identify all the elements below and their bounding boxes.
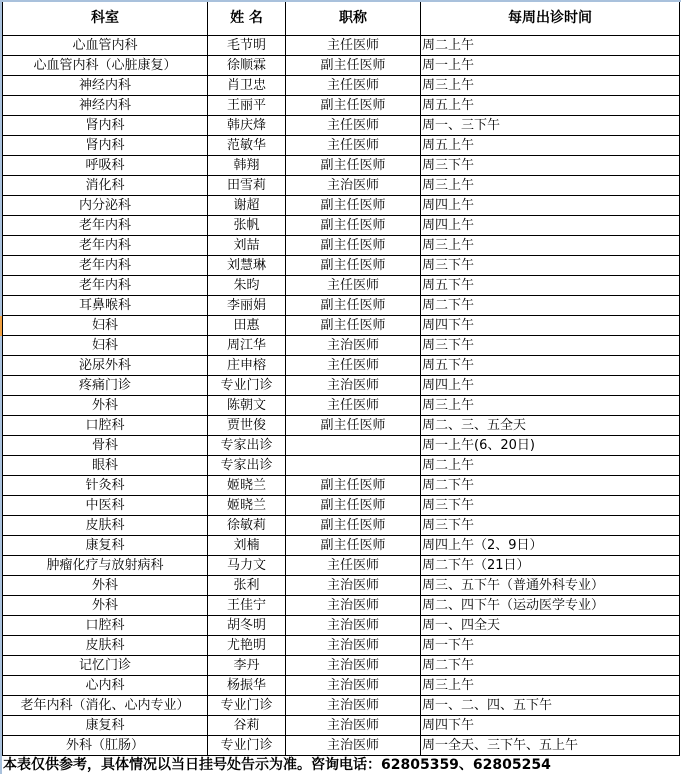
title-cell: 副主任医师: [286, 236, 421, 256]
table-row: [3, 156, 680, 176]
department-cell: 眼科: [3, 456, 208, 476]
doctor-name-cell: 朱昀: [208, 276, 286, 296]
title-cell: 主任医师: [286, 116, 421, 136]
schedule-cell: 周二下午: [421, 476, 680, 496]
department-cell: 康复科: [3, 536, 208, 556]
table-row: [3, 396, 680, 416]
department-cell: 记忆门诊: [3, 656, 208, 676]
title-cell: 主任医师: [286, 396, 421, 416]
table-row: [3, 116, 680, 136]
department-cell: 神经内科: [3, 76, 208, 96]
department-cell: 骨科: [3, 436, 208, 456]
table-row: [3, 236, 680, 256]
table-row: [3, 616, 680, 636]
doctor-name-cell: 谢超: [208, 196, 286, 216]
schedule-cell: 周三上午: [421, 396, 680, 416]
doctor-name-cell: 李丹: [208, 656, 286, 676]
title-cell: 主治医师: [286, 616, 421, 636]
table-row: [3, 676, 680, 696]
header-name: 姓 名: [208, 2, 286, 36]
department-cell: 呼吸科: [3, 156, 208, 176]
department-cell: 心血管内科（心脏康复）: [3, 56, 208, 76]
clinic-schedule-table: [2, 2, 680, 756]
doctor-name-cell: 刘慧琳: [208, 256, 286, 276]
schedule-cell: 周一、四全天: [421, 616, 680, 636]
department-cell: 老年内科（消化、心内专业）: [3, 696, 208, 716]
schedule-cell: 周一、三下午: [421, 116, 680, 136]
department-cell: 妇科: [3, 316, 208, 336]
title-cell: 主治医师: [286, 576, 421, 596]
schedule-cell: 周三下午: [421, 496, 680, 516]
schedule-cell: 周四上午: [421, 196, 680, 216]
schedule-cell: 周三下午: [421, 516, 680, 536]
doctor-name-cell: 王丽平: [208, 96, 286, 116]
doctor-name-cell: 庄申榕: [208, 356, 286, 376]
title-cell: 主任医师: [286, 556, 421, 576]
table-row: [3, 596, 680, 616]
title-cell: 主治医师: [286, 696, 421, 716]
department-cell: 老年内科: [3, 216, 208, 236]
schedule-cell: 周三下午: [421, 156, 680, 176]
table-row: [3, 196, 680, 216]
title-cell: 副主任医师: [286, 156, 421, 176]
table-row: [3, 376, 680, 396]
table-row: [3, 556, 680, 576]
title-cell: [286, 436, 421, 456]
department-cell: 消化科: [3, 176, 208, 196]
doctor-name-cell: 专业门诊: [208, 696, 286, 716]
title-cell: 主任医师: [286, 276, 421, 296]
schedule-cell: 周二下午（21日）: [421, 556, 680, 576]
department-cell: 皮肤科: [3, 516, 208, 536]
table-row: [3, 356, 680, 376]
table-row: [3, 636, 680, 656]
table-row: [3, 176, 680, 196]
doctor-name-cell: 谷莉: [208, 716, 286, 736]
doctor-name-cell: 姬晓兰: [208, 496, 286, 516]
title-cell: 主治医师: [286, 656, 421, 676]
table-row: [3, 696, 680, 716]
title-cell: 主治医师: [286, 736, 421, 756]
title-cell: 主任医师: [286, 356, 421, 376]
department-cell: 耳鼻喉科: [3, 296, 208, 316]
schedule-cell: 周二下午: [421, 296, 680, 316]
schedule-cell: 周二、四下午（运动医学专业）: [421, 596, 680, 616]
title-cell: 副主任医师: [286, 296, 421, 316]
title-cell: 副主任医师: [286, 56, 421, 76]
table-row: [3, 316, 680, 336]
doctor-name-cell: 韩翔: [208, 156, 286, 176]
department-cell: 皮肤科: [3, 636, 208, 656]
table-row: [3, 56, 680, 76]
table-row: [3, 136, 680, 156]
title-cell: 主治医师: [286, 176, 421, 196]
doctor-name-cell: 李丽娟: [208, 296, 286, 316]
doctor-name-cell: 刘喆: [208, 236, 286, 256]
schedule-cell: 周三、五下午（普通外科专业）: [421, 576, 680, 596]
title-cell: 副主任医师: [286, 216, 421, 236]
doctor-name-cell: 贾世俊: [208, 416, 286, 436]
schedule-cell: 周二上午: [421, 36, 680, 56]
schedule-cell: 周四下午: [421, 716, 680, 736]
table-row: [3, 336, 680, 356]
schedule-cell: 周三上午: [421, 76, 680, 96]
schedule-cell: 周四上午（2、9日）: [421, 536, 680, 556]
title-cell: 主任医师: [286, 76, 421, 96]
schedule-cell: 周五下午: [421, 356, 680, 376]
department-cell: 老年内科: [3, 276, 208, 296]
table-row: [3, 516, 680, 536]
department-cell: 肾内科: [3, 116, 208, 136]
doctor-name-cell: 王佳宁: [208, 596, 286, 616]
doctor-name-cell: 专业门诊: [208, 736, 286, 756]
doctor-name-cell: 毛节明: [208, 36, 286, 56]
doctor-name-cell: 陈朝文: [208, 396, 286, 416]
department-cell: 针灸科: [3, 476, 208, 496]
table-row: [3, 216, 680, 236]
table-row: [3, 536, 680, 556]
doctor-name-cell: 张帆: [208, 216, 286, 236]
doctor-name-cell: 田惠: [208, 316, 286, 336]
header-department: 科室: [3, 2, 208, 36]
schedule-cell: 周五上午: [421, 136, 680, 156]
title-cell: 主治医师: [286, 716, 421, 736]
table-row: [3, 656, 680, 676]
title-cell: 副主任医师: [286, 316, 421, 336]
department-cell: 外科: [3, 576, 208, 596]
department-cell: 老年内科: [3, 256, 208, 276]
footer-note: 本表仅供参考，具体情况以当日挂号处告示为准。咨询电话：62805359、62805254: [3, 757, 551, 773]
title-cell: 主治医师: [286, 676, 421, 696]
table-row: [3, 496, 680, 516]
doctor-name-cell: 姬晓兰: [208, 476, 286, 496]
doctor-name-cell: 专家出诊: [208, 456, 286, 476]
table-row: [3, 96, 680, 116]
department-cell: 心血管内科: [3, 36, 208, 56]
title-cell: 副主任医师: [286, 496, 421, 516]
department-cell: 妇科: [3, 336, 208, 356]
schedule-cell: 周二、三、五全天: [421, 416, 680, 436]
doctor-name-cell: 杨振华: [208, 676, 286, 696]
schedule-cell: 周一全天、三下午、五上午: [421, 736, 680, 756]
schedule-cell: 周五下午: [421, 276, 680, 296]
title-cell: 副主任医师: [286, 96, 421, 116]
table-row: [3, 716, 680, 736]
schedule-cell: 周四下午: [421, 316, 680, 336]
schedule-cell: 周一、二、四、五下午: [421, 696, 680, 716]
schedule-cell: 周三上午: [421, 236, 680, 256]
title-cell: 副主任医师: [286, 256, 421, 276]
doctor-name-cell: 徐顺霖: [208, 56, 286, 76]
doctor-name-cell: 专业门诊: [208, 376, 286, 396]
title-cell: 副主任医师: [286, 516, 421, 536]
department-cell: 外科（肛肠）: [3, 736, 208, 756]
schedule-cell: 周一上午: [421, 56, 680, 76]
schedule-cell: 周二下午: [421, 656, 680, 676]
doctor-name-cell: 刘楠: [208, 536, 286, 556]
department-cell: 口腔科: [3, 416, 208, 436]
title-cell: 主治医师: [286, 596, 421, 616]
title-cell: 副主任医师: [286, 196, 421, 216]
title-cell: 副主任医师: [286, 536, 421, 556]
table-row: [3, 436, 680, 456]
doctor-name-cell: 马力文: [208, 556, 286, 576]
doctor-name-cell: 田雪莉: [208, 176, 286, 196]
schedule-cell: 周四上午: [421, 376, 680, 396]
title-cell: 副主任医师: [286, 476, 421, 496]
title-cell: 主任医师: [286, 36, 421, 56]
department-cell: 神经内科: [3, 96, 208, 116]
title-cell: 主治医师: [286, 336, 421, 356]
table-row: [3, 296, 680, 316]
title-cell: 主任医师: [286, 136, 421, 156]
department-cell: 外科: [3, 596, 208, 616]
table-row: [3, 416, 680, 436]
doctor-name-cell: 韩庆烽: [208, 116, 286, 136]
doctor-name-cell: 张利: [208, 576, 286, 596]
department-cell: 泌尿外科: [3, 356, 208, 376]
department-cell: 疼痛门诊: [3, 376, 208, 396]
table-row: [3, 736, 680, 756]
header-schedule: 每周出诊时间: [421, 2, 680, 36]
schedule-cell: 周四上午: [421, 216, 680, 236]
doctor-name-cell: 肖卫忠: [208, 76, 286, 96]
doctor-name-cell: 胡冬明: [208, 616, 286, 636]
schedule-cell: 周三下午: [421, 336, 680, 356]
department-cell: 康复科: [3, 716, 208, 736]
schedule-cell: 周一上午(6、20日): [421, 436, 680, 456]
table-row: [3, 476, 680, 496]
table-row: [3, 36, 680, 56]
header-title: 职称: [286, 2, 421, 36]
department-cell: 内分泌科: [3, 196, 208, 216]
doctor-name-cell: 徐敏莉: [208, 516, 286, 536]
department-cell: 肾内科: [3, 136, 208, 156]
table-row: [3, 76, 680, 96]
table-row: [3, 276, 680, 296]
title-cell: [286, 456, 421, 476]
doctor-name-cell: 专家出诊: [208, 436, 286, 456]
department-cell: 肿瘤化疗与放射病科: [3, 556, 208, 576]
department-cell: 口腔科: [3, 616, 208, 636]
doctor-name-cell: 尤艳明: [208, 636, 286, 656]
department-cell: 外科: [3, 396, 208, 416]
title-cell: 主治医师: [286, 376, 421, 396]
table-row: [3, 456, 680, 476]
header-row: [3, 2, 680, 36]
schedule-cell: 周三下午: [421, 256, 680, 276]
title-cell: 副主任医师: [286, 416, 421, 436]
department-cell: 老年内科: [3, 236, 208, 256]
department-cell: 中医科: [3, 496, 208, 516]
schedule-cell: 周二上午: [421, 456, 680, 476]
schedule-cell: 周三上午: [421, 676, 680, 696]
schedule-cell: 周三上午: [421, 176, 680, 196]
doctor-name-cell: 周江华: [208, 336, 286, 356]
table-row: [3, 576, 680, 596]
title-cell: 主治医师: [286, 636, 421, 656]
schedule-cell: 周五上午: [421, 96, 680, 116]
department-cell: 心内科: [3, 676, 208, 696]
doctor-name-cell: 范敏华: [208, 136, 286, 156]
schedule-cell: 周一下午: [421, 636, 680, 656]
table-row: [3, 256, 680, 276]
